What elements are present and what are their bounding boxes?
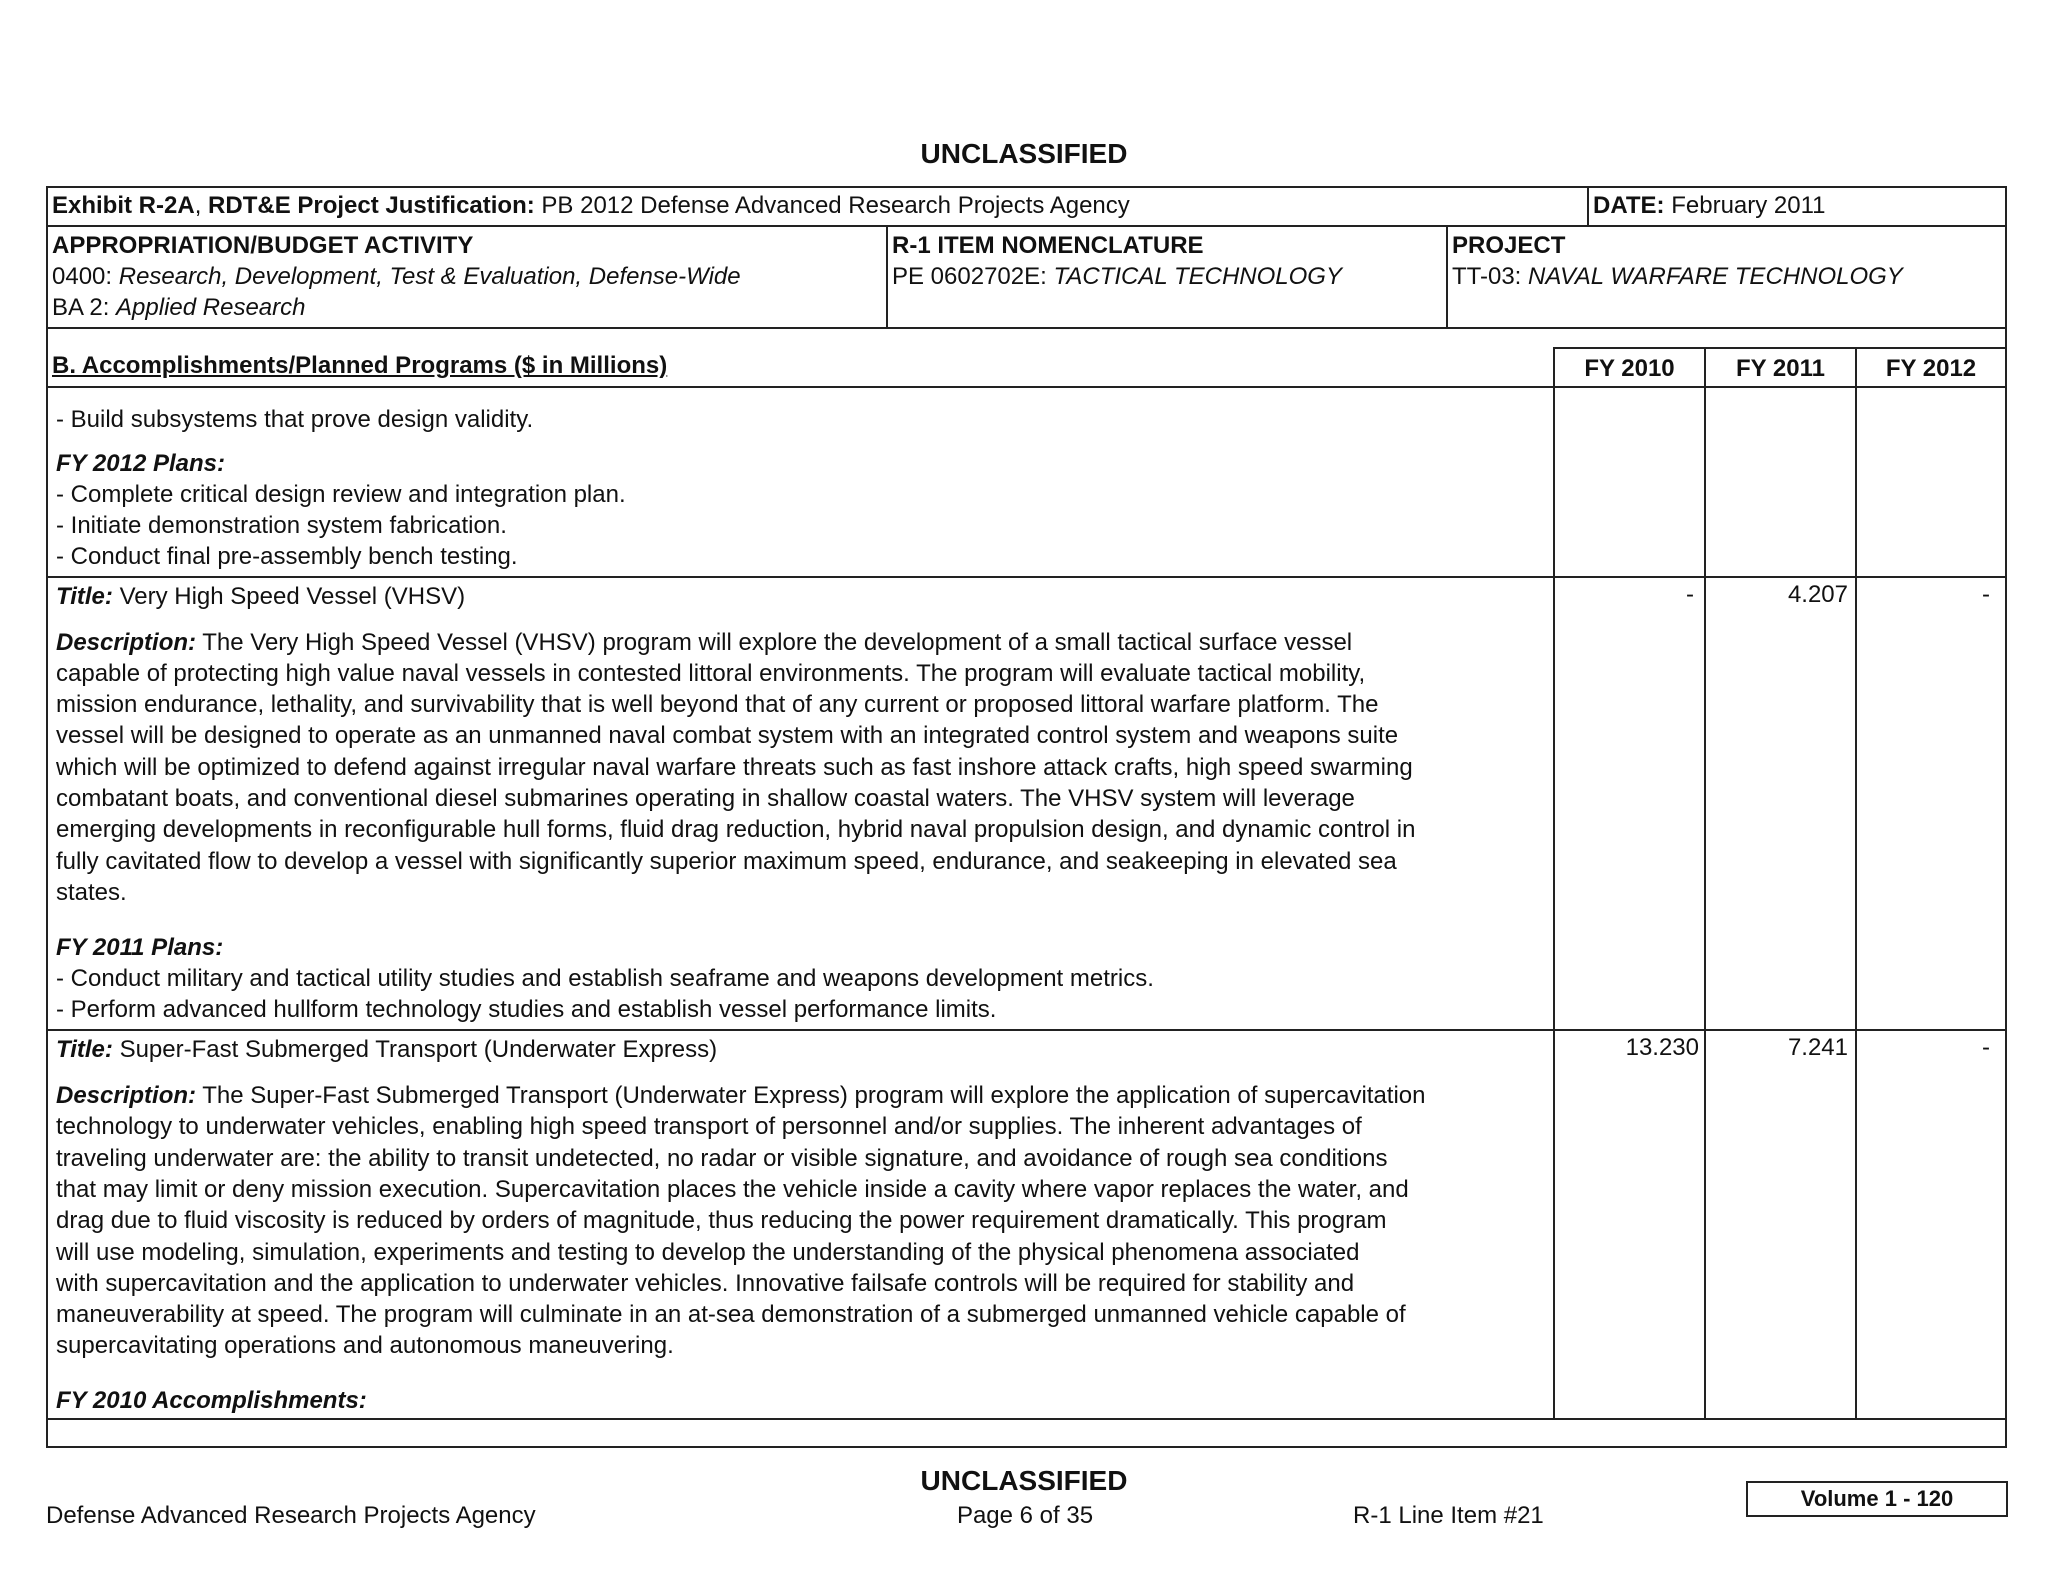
description-line: with supercavitation and the application to underwater vehicles. Innovative failsafe controls will be required for stability and bbox=[56, 1270, 1355, 1297]
classification-top: UNCLASSIFIED bbox=[920, 138, 1128, 169]
table-border-top bbox=[46, 186, 2007, 188]
program-title bbox=[56, 581, 465, 612]
appropriation-line1 bbox=[52, 261, 741, 292]
description-line: mission endurance, lethality, and survivability that is well beyond that of any current or proposed littoral warfare platform. The bbox=[56, 691, 1379, 718]
project-name: NAVAL WARFARE TECHNOLOGY bbox=[1528, 263, 1903, 290]
description-line: drag due to fluid viscosity is reduced by orders of magnitude, thus reducing the power requirement dramatically. This program bbox=[56, 1207, 1387, 1234]
r1-item-value bbox=[892, 261, 1342, 292]
project-value bbox=[1452, 261, 1903, 292]
footer-page: Page 6 of 35 bbox=[956, 1502, 1094, 1529]
divider bbox=[46, 1029, 2007, 1031]
exhibit-title-text: RDT&E Project Justification: bbox=[208, 192, 535, 219]
title-label: Title: bbox=[56, 583, 113, 610]
description-line: emerging developments in reconfigurable hull forms, fluid drag reduction, hybrid naval propulsion design, and dynamic control in bbox=[56, 816, 1416, 843]
divider bbox=[886, 225, 888, 329]
divider bbox=[46, 327, 2007, 329]
exhibit-sep: , bbox=[194, 192, 209, 219]
list-item: - Initiate demonstration system fabrication. bbox=[56, 512, 507, 539]
column-header-fy2011: FY 2011 bbox=[1736, 355, 1825, 382]
budget-activity-text: Applied Research bbox=[116, 294, 306, 321]
date-value: February 2011 bbox=[1664, 192, 1826, 219]
divider bbox=[1587, 186, 1589, 227]
divider bbox=[1553, 347, 1555, 1419]
volume-label: Volume 1 - 120 bbox=[1800, 1486, 1954, 1511]
list-item: - Conduct final pre-assembly bench testing. bbox=[56, 543, 518, 570]
list-item: - Perform advanced hullform technology studies and establish vessel performance limits. bbox=[56, 996, 997, 1023]
list-item: - Complete critical design review and integration plan. bbox=[56, 481, 626, 508]
description-line: states. bbox=[56, 879, 127, 906]
r1-item-label bbox=[892, 230, 1204, 261]
r1-item-code: PE 0602702E: bbox=[892, 263, 1054, 290]
divider bbox=[46, 225, 2007, 227]
divider bbox=[1855, 347, 1857, 1419]
description-line: capable of protecting high value naval vessels in contested littoral environments. The program will evaluate tactical mobility, bbox=[56, 660, 1366, 687]
value-fy2012: - bbox=[1982, 581, 1990, 608]
column-header-fy2012: FY 2012 bbox=[1885, 355, 1977, 382]
title-text: Super-Fast Submerged Transport (Underwater Express) bbox=[112, 1036, 718, 1063]
value-fy2011: 7.241 bbox=[1787, 1034, 1848, 1061]
divider bbox=[46, 1418, 2007, 1420]
volume-box bbox=[1746, 1481, 2008, 1517]
description-line: supercavitating operations and autonomous maneuvering. bbox=[56, 1332, 674, 1359]
project-label bbox=[1452, 230, 1565, 261]
title-label: Title: bbox=[56, 1036, 113, 1063]
divider bbox=[1446, 225, 1448, 329]
r1-item-label-text: R-1 ITEM NOMENCLATURE bbox=[892, 232, 1204, 259]
description-line: combatant boats, and conventional diesel submarines operating in shallow coastal waters. The VHSV system will leverage bbox=[56, 785, 1355, 812]
plans-heading: FY 2012 Plans: bbox=[56, 450, 225, 477]
exhibit-label: Exhibit R-2A bbox=[52, 192, 195, 219]
description-line: The Very High Speed Vessel (VHSV) program will explore the development of a small tactical surface vessel bbox=[196, 629, 1353, 656]
footer-line-item: R-1 Line Item #21 bbox=[1353, 1502, 1544, 1529]
list-item: - Build subsystems that prove design validity. bbox=[56, 406, 534, 433]
description bbox=[56, 1080, 1426, 1111]
program-title bbox=[56, 1034, 717, 1065]
date bbox=[1593, 190, 1826, 221]
section-title: B. Accomplishments/Planned Programs ($ in Millions) bbox=[52, 352, 668, 379]
project-label-text: PROJECT bbox=[1452, 232, 1566, 259]
appropriation-line2 bbox=[52, 292, 306, 323]
column-header-fy2010: FY 2010 bbox=[1584, 355, 1675, 382]
description-label: Description: bbox=[56, 1082, 197, 1109]
table-border-left bbox=[46, 186, 48, 1448]
value-fy2010: 13.230 bbox=[1625, 1034, 1699, 1061]
appropriation-label bbox=[52, 230, 473, 261]
accomplishments-heading: FY 2010 Accomplishments: bbox=[56, 1387, 367, 1414]
date-label: DATE: bbox=[1593, 192, 1665, 219]
description-line: will use modeling, simulation, experiments and testing to develop the understanding of the physical phenomena associated bbox=[56, 1239, 1360, 1266]
title-text: Very High Speed Vessel (VHSV) bbox=[112, 583, 466, 610]
divider bbox=[46, 386, 2007, 388]
description-label: Description: bbox=[56, 629, 197, 656]
footer-agency: Defense Advanced Research Projects Agency bbox=[46, 1502, 536, 1529]
description-line: vessel will be designed to operate as an unmanned naval combat system with an integrated control system and weapons suite bbox=[56, 722, 1399, 749]
appropriation-label-text: APPROPRIATION/BUDGET ACTIVITY bbox=[52, 232, 474, 259]
plans-heading: FY 2011 Plans: bbox=[56, 934, 224, 961]
budget-activity-code: BA 2: bbox=[52, 294, 117, 321]
r1-item-name: TACTICAL TECHNOLOGY bbox=[1053, 263, 1342, 290]
value-fy2010: - bbox=[1686, 581, 1694, 608]
divider bbox=[46, 576, 2007, 578]
description-line: traveling underwater are: the ability to transit undetected, no radar or visible signature, and avoidance of rough sea conditions bbox=[56, 1145, 1388, 1172]
project-code: TT-03: bbox=[1452, 263, 1529, 290]
divider bbox=[1553, 347, 2007, 349]
list-item: - Conduct military and tactical utility studies and establish seaframe and weapons development metrics. bbox=[56, 965, 1154, 992]
table-border-bottom bbox=[46, 1446, 2007, 1448]
description-line: maneuverability at speed. The program will culminate in an at-sea demonstration of a submerged unmanned vehicle capable of bbox=[56, 1301, 1406, 1328]
description-line: The Super-Fast Submerged Transport (Underwater Express) program will explore the application of supercavitation bbox=[196, 1082, 1426, 1109]
value-fy2011: 4.207 bbox=[1787, 581, 1848, 608]
description-line: which will be optimized to defend against irregular naval warfare threats such as fast inshore attack crafts, high speed swarming bbox=[56, 754, 1413, 781]
classification-bottom: UNCLASSIFIED bbox=[920, 1465, 1128, 1496]
exhibit-agency: PB 2012 Defense Advanced Research Projects Agency bbox=[534, 192, 1130, 219]
description-line: that may limit or deny mission execution. Supercavitation places the vehicle inside a cavity where vapor replaces the water, and bbox=[56, 1176, 1409, 1203]
description bbox=[56, 627, 1352, 658]
divider bbox=[1704, 347, 1706, 1419]
description-line: technology to underwater vehicles, enabling high speed transport of personnel and/or supplies. The inherent advantages of bbox=[56, 1113, 1362, 1140]
value-fy2012: - bbox=[1982, 1034, 1990, 1061]
appropriation-text: Research, Development, Test & Evaluation, Defense-Wide bbox=[118, 263, 741, 290]
table-border-right bbox=[2005, 186, 2007, 1448]
exhibit-title bbox=[52, 190, 1130, 221]
description-line: fully cavitated flow to develop a vessel with significantly superior maximum speed, endurance, and seakeeping in elevated sea bbox=[56, 848, 1397, 875]
appropriation-code: 0400: bbox=[52, 263, 119, 290]
